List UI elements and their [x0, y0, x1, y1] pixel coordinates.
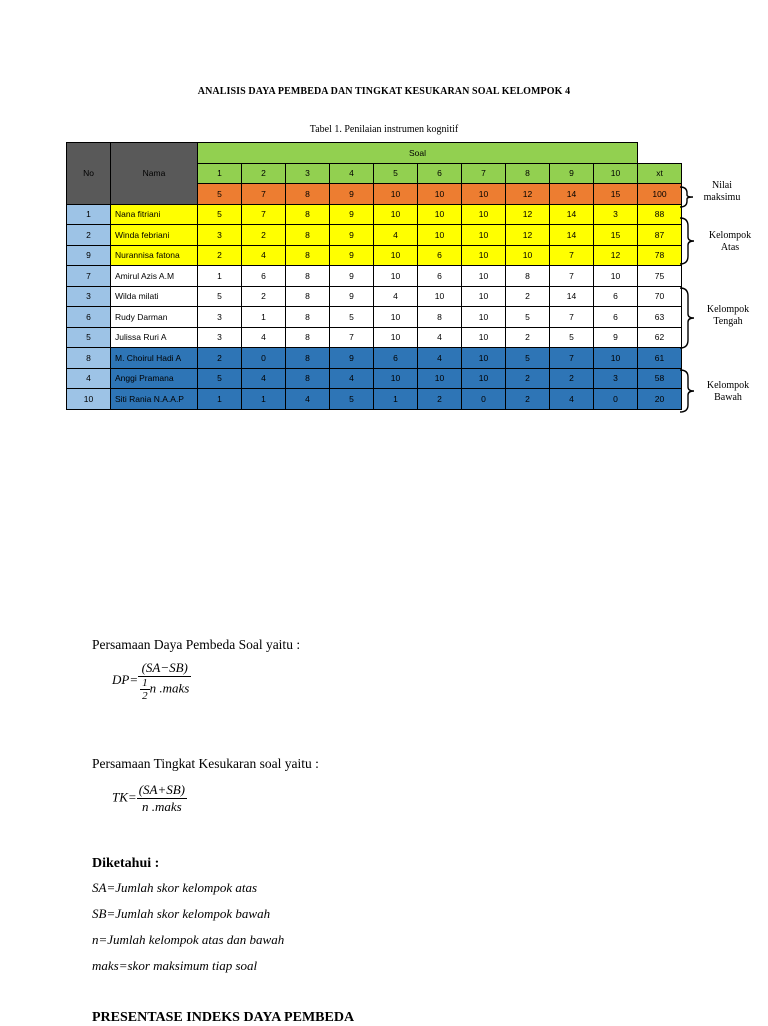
max-value-cell: 10 [418, 184, 462, 205]
known-sa: SA=Jumlah skor kelompok atas [92, 880, 258, 895]
row-score-cell: 9 [330, 245, 374, 266]
bawah-label-line2: Bawah [714, 392, 742, 403]
row-score-cell: 10 [462, 245, 506, 266]
row-score-cell: 8 [506, 266, 550, 287]
kelompok-bawah-label [698, 380, 758, 404]
nilai-label-line2: maksimu [703, 192, 741, 203]
known-maks: maks=skor maksimum tiap soal [92, 958, 258, 973]
header-no: No [67, 143, 111, 205]
row-no-cell: 4 [67, 368, 111, 389]
row-score-cell: 14 [550, 204, 594, 225]
tengah-label-line2: Tengah [713, 316, 743, 327]
row-score-cell: 1 [242, 389, 286, 410]
max-value-cell: 14 [550, 184, 594, 205]
row-score-cell: 4 [286, 389, 330, 410]
soal-number-cell: 6 [418, 163, 462, 184]
row-score-cell: 4 [374, 225, 418, 246]
row-name-cell: Anggi Pramana [111, 368, 198, 389]
row-score-cell: 5 [550, 327, 594, 348]
tk-denominator: n .maks [141, 799, 182, 814]
soal-number-cell: 3 [286, 163, 330, 184]
table-header-row [67, 143, 682, 164]
row-score-cell: 10 [374, 245, 418, 266]
row-score-cell: 10 [418, 225, 462, 246]
row-score-cell: 1 [198, 266, 242, 287]
row-score-cell: 5 [330, 307, 374, 328]
row-score-cell: 4 [550, 389, 594, 410]
row-no-cell: 5 [67, 327, 111, 348]
soal-number-cell: 4 [330, 163, 374, 184]
dp-half-num: 1 [142, 677, 148, 689]
table-row [67, 327, 682, 348]
soal-number-cell: 9 [550, 163, 594, 184]
max-value-cell: 8 [286, 184, 330, 205]
row-score-cell: 15 [594, 225, 638, 246]
row-score-cell: 4 [418, 327, 462, 348]
table-row [67, 348, 682, 369]
row-score-cell: 3 [594, 368, 638, 389]
row-score-cell: 10 [462, 225, 506, 246]
row-score-cell: 3 [594, 204, 638, 225]
row-no-cell: 3 [67, 286, 111, 307]
header-soal: Soal [198, 143, 638, 164]
row-score-cell: 2 [242, 286, 286, 307]
max-value-cell: 12 [506, 184, 550, 205]
row-score-cell: 14 [550, 225, 594, 246]
row-score-cell: 2 [198, 245, 242, 266]
kelompok-atas-label [700, 230, 760, 254]
known-sb: SB=Jumlah skor kelompok bawah [92, 906, 271, 921]
row-score-cell: 10 [462, 266, 506, 287]
row-no-cell: 9 [67, 245, 111, 266]
row-score-cell: 2 [506, 389, 550, 410]
row-name-cell: Nana fitriani [111, 204, 198, 225]
row-score-cell: 7 [550, 307, 594, 328]
row-score-cell: 1 [374, 389, 418, 410]
row-total-cell: 20 [638, 389, 682, 410]
row-score-cell: 8 [286, 204, 330, 225]
max-value-cell: 5 [198, 184, 242, 205]
row-name-cell: Wilda milati [111, 286, 198, 307]
dp-numerator: (SA−SB) [138, 660, 191, 677]
row-score-cell: 8 [286, 266, 330, 287]
max-value-cell: 10 [374, 184, 418, 205]
row-score-cell: 5 [198, 204, 242, 225]
row-score-cell: 7 [550, 348, 594, 369]
row-score-cell: 8 [286, 327, 330, 348]
row-score-cell: 9 [330, 266, 374, 287]
known-n: n=Jumlah kelompok atas dan bawah [92, 932, 285, 947]
soal-number-cell: xt [638, 163, 682, 184]
row-score-cell: 12 [594, 245, 638, 266]
row-score-cell: 5 [198, 368, 242, 389]
row-score-cell: 7 [550, 266, 594, 287]
row-total-cell: 63 [638, 307, 682, 328]
soal-number-cell: 10 [594, 163, 638, 184]
row-score-cell: 10 [462, 348, 506, 369]
soal-number-cell: 5 [374, 163, 418, 184]
table-caption: Tabel 1. Penilaian instrumen kognitif [309, 124, 459, 135]
nilai-label-line1: Nilai [712, 180, 732, 191]
row-no-cell: 8 [67, 348, 111, 369]
row-score-cell: 0 [594, 389, 638, 410]
row-score-cell: 7 [330, 327, 374, 348]
row-score-cell: 9 [594, 327, 638, 348]
row-score-cell: 10 [506, 245, 550, 266]
row-score-cell: 10 [374, 266, 418, 287]
row-name-cell: Amirul Azis A.M [111, 266, 198, 287]
row-name-cell: Rudy Darman [111, 307, 198, 328]
row-score-cell: 9 [330, 348, 374, 369]
dp-half-den: 2 [142, 690, 148, 702]
score-table [66, 142, 682, 410]
row-score-cell: 6 [418, 245, 462, 266]
soal-number-cell: 8 [506, 163, 550, 184]
table-row [67, 286, 682, 307]
row-score-cell: 4 [374, 286, 418, 307]
table-row [67, 225, 682, 246]
max-value-cell: 15 [594, 184, 638, 205]
row-score-cell: 10 [418, 368, 462, 389]
atas-label-line1: Kelompok [708, 230, 752, 241]
row-score-cell: 6 [594, 286, 638, 307]
row-score-cell: 10 [418, 204, 462, 225]
row-name-cell: Siti Rania N.A.A.P [111, 389, 198, 410]
row-total-cell: 88 [638, 204, 682, 225]
row-name-cell: Julissa Ruri A [111, 327, 198, 348]
row-score-cell: 1 [198, 389, 242, 410]
row-score-cell: 10 [418, 286, 462, 307]
row-score-cell: 9 [330, 204, 374, 225]
header-blank [638, 143, 682, 164]
row-score-cell: 0 [462, 389, 506, 410]
tk-intro-text: Persamaan Tingkat Kesukaran soal yaitu : [92, 756, 319, 771]
max-value-cell: 9 [330, 184, 374, 205]
tk-numerator: (SA+SB) [138, 782, 185, 797]
row-total-cell: 78 [638, 245, 682, 266]
row-score-cell: 6 [374, 348, 418, 369]
row-score-cell: 0 [242, 348, 286, 369]
row-score-cell: 4 [242, 368, 286, 389]
tk-formula [112, 782, 187, 815]
row-score-cell: 10 [374, 204, 418, 225]
row-score-cell: 2 [418, 389, 462, 410]
row-name-cell: Winda febriani [111, 225, 198, 246]
row-score-cell: 10 [462, 286, 506, 307]
presentase-heading: PRESENTASE INDEKS DAYA PEMBEDA [92, 1010, 355, 1025]
row-no-cell: 7 [67, 266, 111, 287]
row-total-cell: 75 [638, 266, 682, 287]
dp-lhs: DP= [112, 671, 139, 687]
kelompok-tengah-label [698, 304, 758, 328]
row-score-cell: 4 [242, 245, 286, 266]
soal-number-cell: 7 [462, 163, 506, 184]
row-score-cell: 3 [198, 327, 242, 348]
row-total-cell: 58 [638, 368, 682, 389]
dp-intro-text: Persamaan Daya Pembeda Soal yaitu : [92, 637, 301, 652]
row-score-cell: 8 [286, 307, 330, 328]
row-name-cell: Nurannisa fatona [111, 245, 198, 266]
row-score-cell: 6 [594, 307, 638, 328]
row-score-cell: 7 [550, 245, 594, 266]
row-score-cell: 8 [418, 307, 462, 328]
row-no-cell: 10 [67, 389, 111, 410]
row-score-cell: 10 [374, 327, 418, 348]
soal-number-cell: 2 [242, 163, 286, 184]
diketahui-title: Diketahui : [92, 856, 160, 871]
row-score-cell: 2 [242, 225, 286, 246]
row-score-cell: 10 [594, 266, 638, 287]
table-row [67, 245, 682, 266]
row-score-cell: 5 [506, 307, 550, 328]
row-score-cell: 10 [462, 307, 506, 328]
nilai-maksimum-label [698, 180, 746, 204]
dp-formula [112, 660, 191, 702]
row-score-cell: 3 [198, 307, 242, 328]
dp-denominator [138, 677, 191, 702]
row-score-cell: 6 [242, 266, 286, 287]
row-score-cell: 10 [462, 204, 506, 225]
row-total-cell: 70 [638, 286, 682, 307]
row-score-cell: 4 [330, 368, 374, 389]
row-score-cell: 8 [286, 225, 330, 246]
row-name-cell: M. Choirul Hadi A [111, 348, 198, 369]
row-score-cell: 3 [198, 225, 242, 246]
row-score-cell: 1 [242, 307, 286, 328]
row-score-cell: 4 [418, 348, 462, 369]
row-score-cell: 12 [506, 204, 550, 225]
row-score-cell: 5 [506, 348, 550, 369]
row-score-cell: 5 [330, 389, 374, 410]
table-row [67, 266, 682, 287]
row-score-cell: 10 [594, 348, 638, 369]
row-total-cell: 62 [638, 327, 682, 348]
table-row [67, 204, 682, 225]
row-score-cell: 9 [330, 286, 374, 307]
row-score-cell: 2 [506, 286, 550, 307]
row-score-cell: 2 [506, 368, 550, 389]
row-score-cell: 10 [462, 327, 506, 348]
row-score-cell: 2 [550, 368, 594, 389]
row-score-cell: 8 [286, 348, 330, 369]
soal-number-cell: 1 [198, 163, 242, 184]
row-score-cell: 9 [330, 225, 374, 246]
row-score-cell: 4 [242, 327, 286, 348]
dp-den-rest: n .maks [149, 680, 190, 696]
document-title: ANALISIS DAYA PEMBEDA DAN TINGKAT KESUKARAN SOAL KELOMPOK 4 [197, 86, 571, 97]
bawah-label-line1: Kelompok [706, 380, 750, 391]
tengah-label-line1: Kelompok [706, 304, 750, 315]
row-score-cell: 5 [198, 286, 242, 307]
row-score-cell: 2 [198, 348, 242, 369]
row-score-cell: 14 [550, 286, 594, 307]
table-row [67, 307, 682, 328]
row-no-cell: 1 [67, 204, 111, 225]
max-value-cell: 100 [638, 184, 682, 205]
row-score-cell: 6 [418, 266, 462, 287]
row-no-cell: 6 [67, 307, 111, 328]
row-score-cell: 10 [462, 368, 506, 389]
row-score-cell: 7 [242, 204, 286, 225]
row-total-cell: 87 [638, 225, 682, 246]
tk-lhs: TK= [112, 789, 137, 805]
header-nama: Nama [111, 143, 198, 205]
row-score-cell: 8 [286, 245, 330, 266]
table-row [67, 368, 682, 389]
row-score-cell: 12 [506, 225, 550, 246]
table-row [67, 389, 682, 410]
row-score-cell: 8 [286, 368, 330, 389]
row-score-cell: 10 [374, 368, 418, 389]
row-total-cell: 61 [638, 348, 682, 369]
max-value-cell: 10 [462, 184, 506, 205]
row-score-cell: 8 [286, 286, 330, 307]
max-value-cell: 7 [242, 184, 286, 205]
row-score-cell: 2 [506, 327, 550, 348]
row-score-cell: 10 [374, 307, 418, 328]
row-no-cell: 2 [67, 225, 111, 246]
atas-label-line2: Atas [720, 242, 740, 253]
